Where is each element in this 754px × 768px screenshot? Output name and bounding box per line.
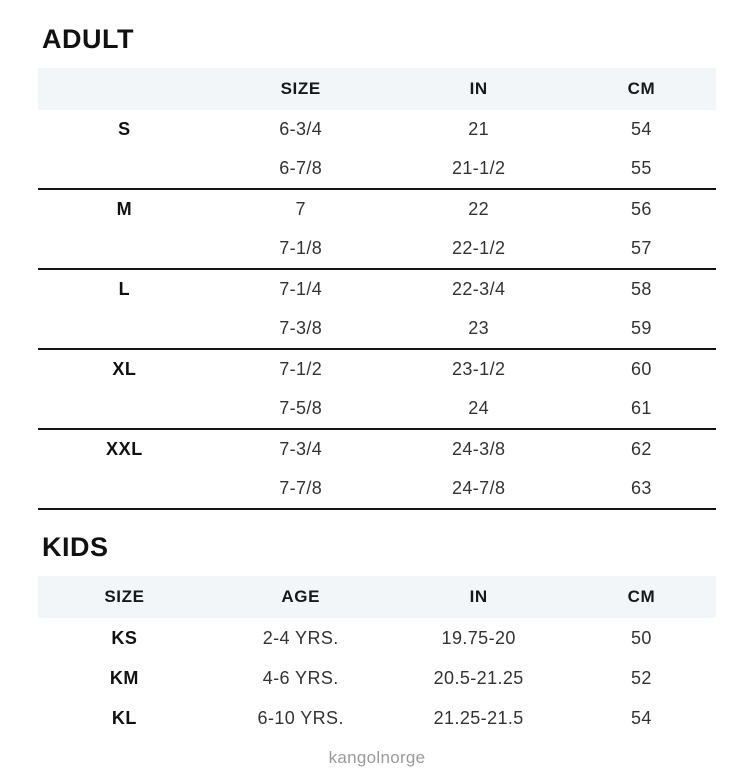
cm-column-header: CM — [627, 587, 656, 606]
adult-section-title: ADULT — [42, 24, 134, 54]
in-cell: 24-7/8 — [451, 478, 506, 498]
in-cell: 21-1/2 — [451, 158, 506, 178]
in-cell: 24-3/8 — [451, 439, 506, 459]
empty-label-cell — [38, 309, 211, 349]
table-row — [38, 658, 716, 698]
cm-cell: 54 — [630, 707, 652, 728]
cm-cell: 56 — [630, 199, 652, 219]
in-cell: 19.75-20 — [441, 627, 516, 648]
size-cell: 7-1/8 — [279, 238, 323, 258]
in-cell: 22 — [468, 199, 490, 219]
adult-table-body — [38, 110, 716, 509]
cm-cell: 61 — [630, 398, 652, 418]
empty-label-cell — [38, 149, 211, 189]
table-row — [38, 618, 716, 658]
in-column-header: IN — [469, 79, 488, 98]
size-column-header: SIZE — [280, 79, 321, 98]
cm-cell: 59 — [630, 318, 652, 338]
in-cell: 22-3/4 — [451, 279, 506, 299]
in-cell: 23-1/2 — [451, 359, 506, 379]
table-row — [38, 349, 716, 389]
empty-label-cell — [38, 229, 211, 269]
kids-size-label: KM — [109, 667, 140, 688]
kids-size-label: KL — [111, 707, 138, 728]
age-cell: 4-6 YRS. — [262, 667, 339, 688]
adult-size-table — [38, 68, 716, 510]
group-label-m: M — [116, 199, 133, 219]
empty-label-cell — [38, 389, 211, 429]
group-label-xxl: XXL — [106, 439, 143, 459]
empty-header-cell — [38, 68, 211, 110]
size-cell: 7-5/8 — [279, 398, 323, 418]
adult-table-head — [38, 68, 716, 110]
kids-section-title: KIDS — [42, 532, 109, 562]
kids-table-head — [38, 576, 716, 618]
kids-size-label: KS — [111, 627, 138, 648]
table-row — [38, 189, 716, 229]
table-row — [38, 309, 716, 349]
table-header-row — [38, 576, 716, 618]
in-cell: 21.25-21.5 — [433, 707, 524, 728]
table-header-row — [38, 68, 716, 110]
cm-cell: 58 — [630, 279, 652, 299]
size-cell: 7-3/8 — [279, 318, 323, 338]
table-row — [38, 469, 716, 509]
age-column-header: AGE — [281, 587, 321, 606]
in-cell: 20.5-21.25 — [433, 667, 524, 688]
table-row — [38, 229, 716, 269]
table-row — [38, 110, 716, 149]
table-row — [38, 389, 716, 429]
cm-cell: 50 — [630, 627, 652, 648]
cm-cell: 57 — [630, 238, 652, 258]
size-cell: 7-1/2 — [279, 359, 323, 379]
site-watermark: kangolnorge — [328, 748, 426, 767]
age-cell: 2-4 YRS. — [262, 627, 339, 648]
group-label-s: S — [118, 119, 131, 139]
table-row — [38, 149, 716, 189]
age-cell: 6-10 YRS. — [257, 707, 344, 728]
in-cell: 23 — [468, 318, 490, 338]
size-cell: 7 — [295, 199, 306, 219]
cm-cell: 62 — [630, 439, 652, 459]
group-label-l: L — [118, 279, 131, 299]
size-column-header: SIZE — [104, 587, 145, 606]
table-row — [38, 269, 716, 309]
cm-cell: 52 — [630, 667, 652, 688]
table-row — [38, 429, 716, 469]
in-cell: 22-1/2 — [451, 238, 506, 258]
size-cell: 7-1/4 — [279, 279, 323, 299]
group-label-xl: XL — [112, 359, 137, 379]
kids-size-table — [38, 576, 716, 738]
in-column-header: IN — [469, 587, 488, 606]
in-cell: 24 — [468, 398, 490, 418]
in-cell: 21 — [468, 119, 490, 139]
kids-table-body — [38, 618, 716, 738]
cm-cell: 63 — [630, 478, 652, 498]
size-cell: 7-7/8 — [279, 478, 323, 498]
size-cell: 6-7/8 — [279, 158, 323, 178]
cm-cell: 60 — [630, 359, 652, 379]
table-row — [38, 698, 716, 738]
cm-cell: 55 — [630, 158, 652, 178]
size-cell: 6-3/4 — [279, 119, 323, 139]
empty-label-cell — [38, 469, 211, 509]
cm-column-header: CM — [627, 79, 656, 98]
cm-cell: 54 — [630, 119, 652, 139]
size-cell: 7-3/4 — [279, 439, 323, 459]
